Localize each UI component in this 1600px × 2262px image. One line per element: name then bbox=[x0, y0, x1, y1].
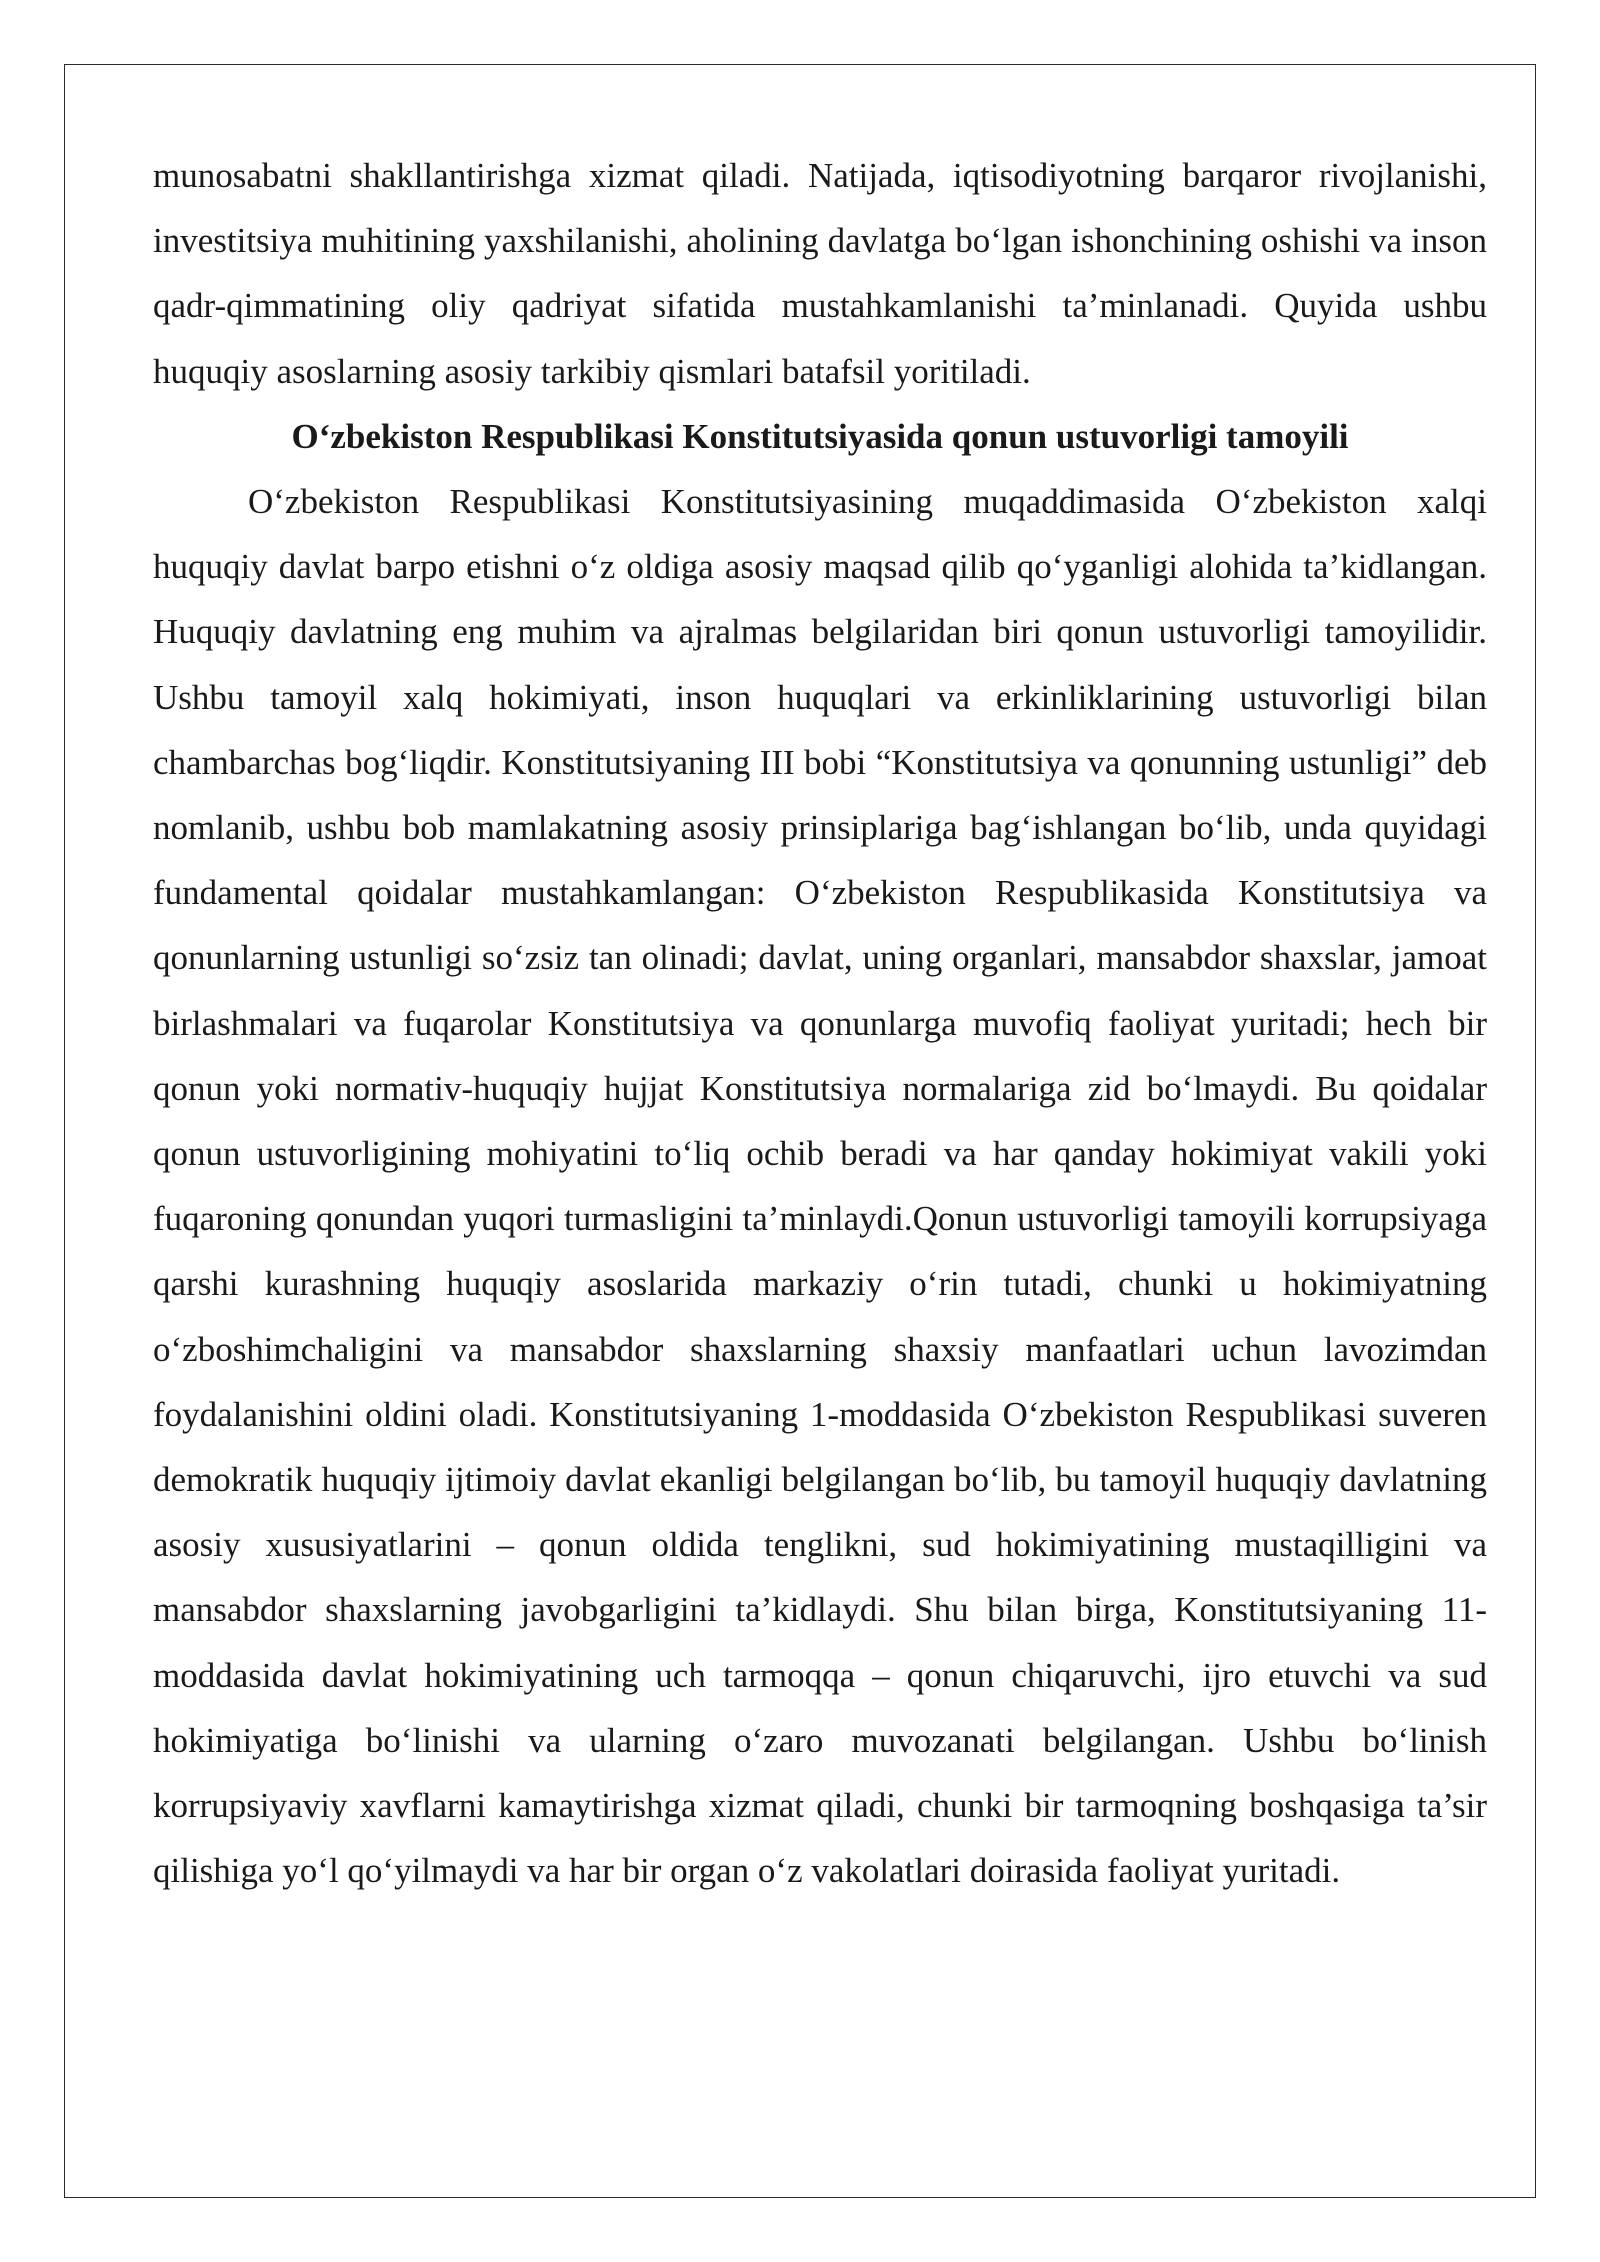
document-body bbox=[153, 143, 1487, 1903]
section-heading: O‘zbekiston Respublikasi Konstitutsiyasida qonun ustuvorligi tamoyili bbox=[291, 416, 1349, 456]
paragraph-continuation: munosabatni shakllantirishga xizmat qiladi. Natijada, iqtisodiyotning barqaror rivojlanishi, investitsiya muhitining yaxshilanishi, aholining davlatga bo‘lgan ishonchining oshishi va inson qadr-qimmatining oliy qadriyat sifatida mustahkamlanishi ta’minlanadi. Quyida ushbu huquqiy asoslarning asosiy tarkibiy qismlari batafsil yoritiladi. bbox=[153, 156, 1487, 391]
paragraph-main: O‘zbekiston Respublikasi Konstitutsiyasining muqaddimasida O‘zbekiston xalqi huquqiy davlat barpo etishni o‘z oldiga asosiy maqsad qilib qo‘yganligi alohida ta’kidlangan. Huquqiy davlatning eng muhim va ajralmas belgilaridan biri qonun ustuvorligi tamoyilidir. Ushbu tamoyil xalq hokimiyati, inson huquqlari va erkinliklarining ustuvorligi bilan chambarchas bog‘liqdir. Konstitutsiyaning III bobi “Konstitutsiya va qonunning ustunligi” deb nomlanib, ushbu bob mamlakatning asosiy prinsiplariga bag‘ishlangan bo‘lib, unda quyidagi fundamental qoidalar mustahkamlangan: O‘zbekiston Respublikasida Konstitutsiya va qonunlarning ustunligi so‘zsiz tan olinadi; davlat, uning organlari, mansabdor shaxslar, jamoat birlashmalari va fuqarolar Konstitutsiya va qonunlarga muvofiq faoliyat yuritadi; hech bir qonun yoki normativ-huquqiy hujjat Konstitutsiya normalariga zid bo‘lmaydi. Bu qoidalar qonun ustuvorligining mohiyatini to‘liq ochib beradi va har qanday hokimiyat vakili yoki fuqaroning qonundan yuqori turmasligini ta’minlaydi.Qonun ustuvorligi tamoyili korrupsiyaga qarshi kurashning huquqiy asoslarida markaziy o‘rin tutadi, chunki u hokimiyatning o‘zboshimchaligini va mansabdor shaxslarning shaxsiy manfaatlari uchun lavozimdan foydalanishini oldini oladi. Konstitutsiyaning 1-moddasida O‘zbekiston Respublikasi suveren demokratik huquqiy ijtimoiy davlat ekanligi belgilangan bo‘lib, bu tamoyil huquqiy davlatning asosiy xususiyatlarini – qonun oldida tenglikni, sud hokimiyatining mustaqilligini va mansabdor shaxslarning javobgarligini ta’kidlaydi. Shu bilan birga, Konstitutsiyaning 11-moddasida davlat hokimiyatining uch tarmoqqa – qonun chiqaruvchi, ijro etuvchi va sud hokimiyatiga bo‘linishi va ularning o‘zaro muvozanati belgilangan. Ushbu bo‘linish korrupsiyaviy xavflarni kamaytirishga xizmat qiladi, chunki bir tarmoqning boshqasiga ta’sir qilishiga yo‘l qo‘yilmaydi va har bir organ o‘z vakolatlari doirasida faoliyat yuritadi. bbox=[153, 482, 1487, 1891]
